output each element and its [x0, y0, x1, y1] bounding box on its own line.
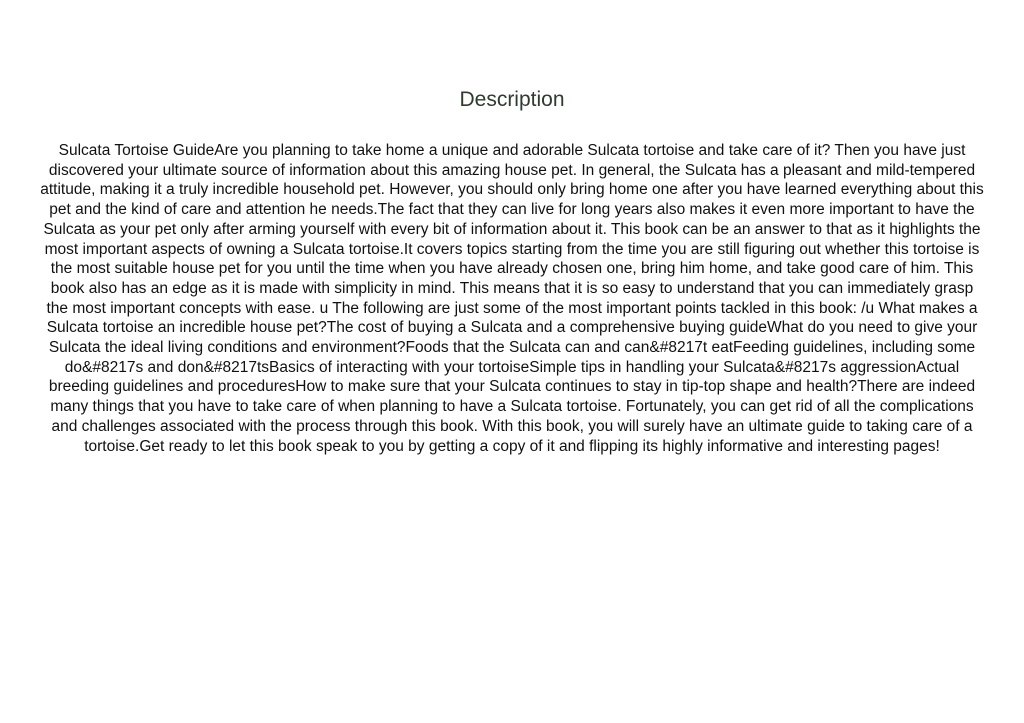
section-heading: Description [459, 88, 565, 111]
description-paragraph: Sulcata Tortoise GuideAre you planning to take home a unique and adorable Sulcata tortoise and take care of it? Then you have just discovered your ultimate source of information about this amazing house pet. In general, the Sulcata has a pleasant and mild-tempered attitude, making it a truly incredible household pet. However, you should only bring home one after you have learned everything about this pet and the kind of care and attention he needs.The fact that they can live for long years also makes it even more important to have the Sulcata as your pet only after arming yourself with every bit of information about it. This book can be an answer to that as it highlights the most important aspects of owning a Sulcata tortoise.It covers topics starting from the time you are still figuring out whether this tortoise is the most suitable house pet for you until the time when you have already chosen one, bring him home, and take good care of him. This book also has an edge as it is made with simplicity in mind. This means that it is so easy to understand that you can immediately grasp the most important concepts with ease. u The following are just some of the most important points tackled in this book: /u What makes a Sulcata tortoise an incredible house pet?The cost of buying a Sulcata and a comprehensive buying guideWhat do you need to give your Sulcata the ideal living conditions and environment?Foods that the Sulcata can and can&#8217t eatFeeding guidelines, including some do&#8217s and don&#8217tsBasics of interacting with your tortoiseSimple tips in handling your Sulcata&#8217s aggressionActual breeding guidelines and proceduresHow to make sure that your Sulcata continues to stay in tip-top shape and health?There are indeed many things that you have to take care of when planning to have a Sulcata tortoise. Fortunately, you can get rid of all the complications and challenges associated with the process through this book. With this book, you will surely have an ultimate guide to taking care of a tortoise.Get ready to let this book speak to you by getting a copy of it and flipping its highly informative and interesting pages! [40, 142, 984, 455]
